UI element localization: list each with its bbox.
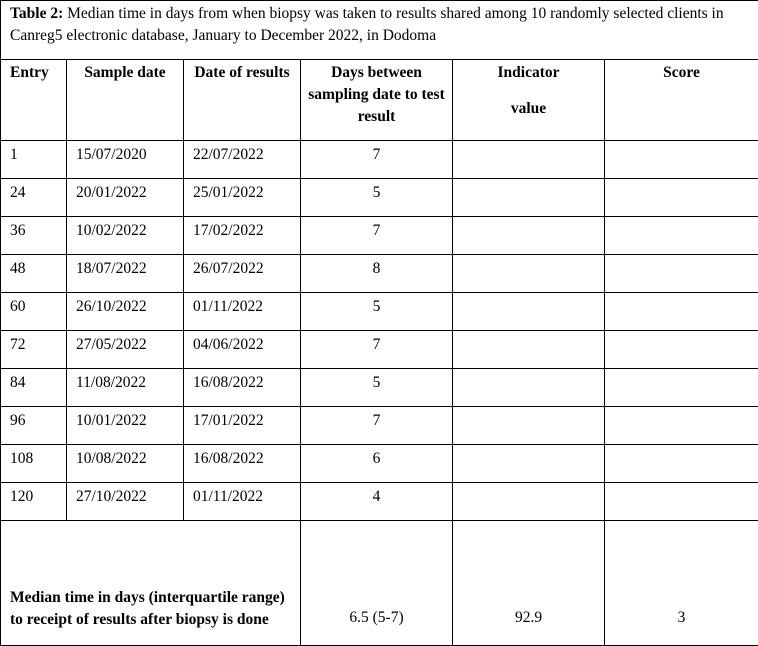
table-row	[1, 141, 758, 179]
caption-label: Table 2:	[10, 5, 63, 22]
header-row	[1, 60, 758, 141]
cell-entry: 72	[1, 331, 67, 369]
caption-text: Median time in days from when biopsy was taken to results shared among 10 randomly selected clients in Canreg5 electronic database, January to December 2022, in Dodoma	[10, 5, 724, 44]
table-row	[1, 255, 758, 293]
header-score: Score	[605, 60, 758, 141]
cell-score	[605, 407, 758, 445]
table-row	[1, 445, 758, 483]
cell-days: 5	[301, 293, 453, 331]
header-days-between: Days between sampling date to test result	[301, 60, 453, 141]
table-row	[1, 217, 758, 255]
cell-result-date: 01/11/2022	[184, 293, 301, 331]
cell-score	[605, 141, 758, 179]
table-row	[1, 179, 758, 217]
cell-score	[605, 179, 758, 217]
cell-sample-date: 26/10/2022	[67, 293, 184, 331]
summary-label: Median time in days (interquartile range) to receipt of results after biopsy is done	[1, 521, 301, 646]
summary-indicator-value: 92.9	[453, 521, 605, 646]
table-row	[1, 483, 758, 521]
cell-sample-date: 18/07/2022	[67, 255, 184, 293]
cell-indicator-value	[453, 217, 605, 255]
cell-score	[605, 293, 758, 331]
cell-indicator-value	[453, 331, 605, 369]
cell-days: 7	[301, 407, 453, 445]
cell-score	[605, 369, 758, 407]
summary-median: 6.5 (5-7)	[301, 521, 453, 646]
summary-row	[1, 521, 758, 646]
summary-score: 3	[605, 521, 758, 646]
cell-sample-date: 27/05/2022	[67, 331, 184, 369]
cell-entry: 84	[1, 369, 67, 407]
cell-result-date: 04/06/2022	[184, 331, 301, 369]
cell-result-date: 16/08/2022	[184, 445, 301, 483]
cell-result-date: 26/07/2022	[184, 255, 301, 293]
cell-sample-date: 15/07/2020	[67, 141, 184, 179]
cell-days: 7	[301, 331, 453, 369]
cell-entry: 48	[1, 255, 67, 293]
cell-entry: 96	[1, 407, 67, 445]
header-entry: Entry	[1, 60, 67, 141]
table-row	[1, 407, 758, 445]
header-indicator-value	[453, 60, 605, 141]
cell-sample-date: 10/02/2022	[67, 217, 184, 255]
cell-indicator-value	[453, 293, 605, 331]
cell-days: 5	[301, 369, 453, 407]
cell-entry: 1	[1, 141, 67, 179]
cell-indicator-value	[453, 369, 605, 407]
cell-days: 5	[301, 179, 453, 217]
table-body	[1, 141, 758, 521]
cell-score	[605, 255, 758, 293]
cell-result-date: 16/08/2022	[184, 369, 301, 407]
cell-result-date: 17/01/2022	[184, 407, 301, 445]
cell-indicator-value	[453, 445, 605, 483]
cell-sample-date: 10/01/2022	[67, 407, 184, 445]
table-row	[1, 369, 758, 407]
cell-entry: 36	[1, 217, 67, 255]
cell-result-date: 25/01/2022	[184, 179, 301, 217]
table-caption	[1, 1, 758, 60]
cell-indicator-value	[453, 407, 605, 445]
cell-days: 6	[301, 445, 453, 483]
cell-entry: 120	[1, 483, 67, 521]
cell-days: 8	[301, 255, 453, 293]
table-row	[1, 331, 758, 369]
cell-indicator-value	[453, 179, 605, 217]
cell-result-date: 22/07/2022	[184, 141, 301, 179]
cell-entry: 60	[1, 293, 67, 331]
cell-result-date: 01/11/2022	[184, 483, 301, 521]
cell-indicator-value	[453, 255, 605, 293]
cell-entry: 108	[1, 445, 67, 483]
cell-indicator-value	[453, 483, 605, 521]
header-indicator-bottom: value	[457, 98, 600, 120]
cell-score	[605, 483, 758, 521]
header-sample-date: Sample date	[67, 60, 184, 141]
cell-days: 7	[301, 141, 453, 179]
cell-days: 7	[301, 217, 453, 255]
header-date-of-results: Date of results	[184, 60, 301, 141]
cell-result-date: 17/02/2022	[184, 217, 301, 255]
cell-days: 4	[301, 483, 453, 521]
cell-score	[605, 445, 758, 483]
cell-sample-date: 20/01/2022	[67, 179, 184, 217]
cell-sample-date: 11/08/2022	[67, 369, 184, 407]
cell-sample-date: 27/10/2022	[67, 483, 184, 521]
header-indicator-top: Indicator	[457, 62, 600, 84]
cell-entry: 24	[1, 179, 67, 217]
cell-indicator-value	[453, 141, 605, 179]
cell-score	[605, 331, 758, 369]
table-row	[1, 293, 758, 331]
cell-score	[605, 217, 758, 255]
cell-sample-date: 10/08/2022	[67, 445, 184, 483]
